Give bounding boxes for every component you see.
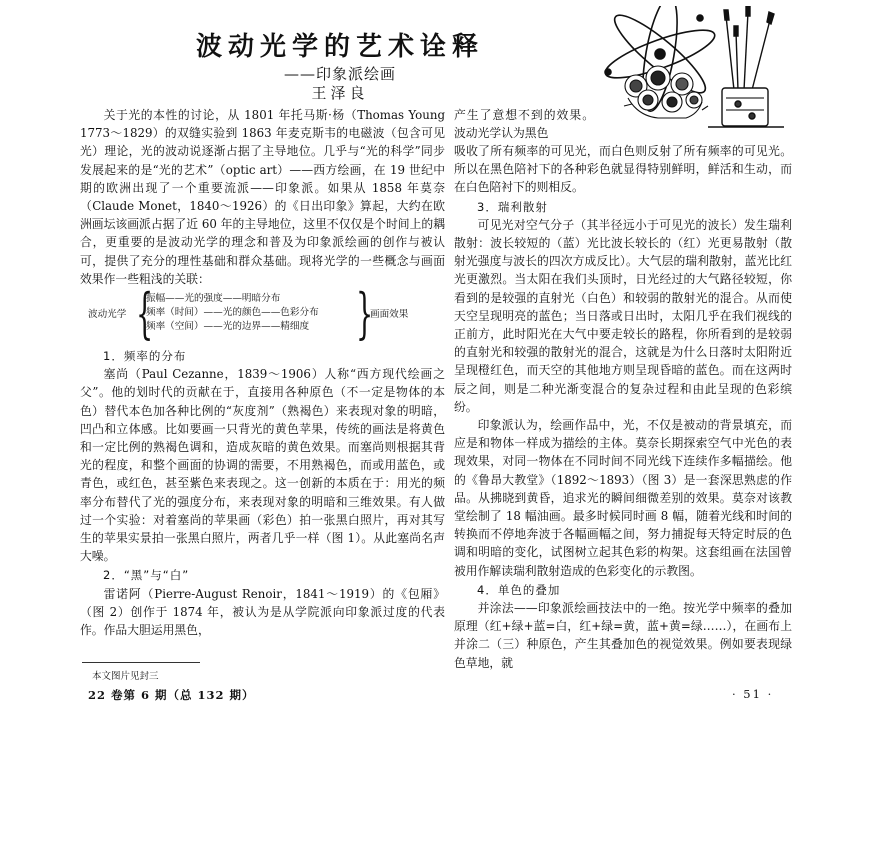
article-author: 王泽良 <box>311 84 369 102</box>
right-column <box>454 142 792 672</box>
continued-text: 产生了意想不到的效果。波动光学认为黑色 <box>454 108 594 141</box>
section3-paragraph: 可见光对空气分子（其半径远小于可见光的波长）发生瑞利散射：波长较短的（蓝）光比波长较长的（红）光更易散射（散射光强度与波长的四次方成反比）。大气层的瑞利散射，蓝光比红光更激烈。当太阳在我们头顶时，日光经过的大气路径较短，你看到的是较强的直射光（白色）和较弱的散射光的混合。从而使天空呈现明亮的蓝色；当日落或日出时，太阳几乎在我们视线的正前方，此时阳光在大气中要走较长的路程，你所看到的是较弱的直射光和较强的散射光的混合，这就是为什么日落时太阳附近呈现橙红色，而天空的其他地方则呈现昏暗的蓝色。而在这两时辰之间，则是二种光渐变混合的复杂过程和由此呈现的色彩缤纷。 <box>454 217 792 414</box>
right-column-top <box>454 106 594 142</box>
scheme-rows <box>146 292 319 334</box>
concept-scheme <box>80 282 445 346</box>
section3-paragraph: 印象派认为，绘画作品中，光，不仅是被动的背景填充，而应是和物体一样成为描绘的主体。莫奈长期探索空气中光色的表现效果，对同一物体在不同时间不同光线下连续作多幅描绘。他的《鲁昂大教堂》（1892～1893）（图 3）是一套深思熟虑的作品。从拂晓到黄昏，追求光的瞬间细微差别的效果。莫奈对该教堂绘制了 18 幅油画。最多时候同时画 8 幅，随着光线和时间的转换而不停地奔波于各幅画幅之间，努力捕捉每天特定时辰的色调和明暗的变化，试图树立起其色彩的构架。这套组画在法国曾被用作解读瑞利散射造成的色彩变化的示教图。 <box>454 418 792 578</box>
section2-paragraph: 雷诺阿（Pierre-August Renoir，1841～1919）的《包厢》（图 2）创作于 1874 年，被认为是从学院派向印象派过度的代表作。作品大胆运用黑色， <box>80 586 445 638</box>
scheme-lead-label: 波动光学 <box>88 309 127 321</box>
right-brace-icon: } <box>356 282 374 346</box>
section1-paragraph: 塞尚（Paul Cezanne，1839～1906）人称“西方现代绘画之父”。他的划时代的贡献在于，直接用各种原色（不一定是物体的本色）替代本色加各种比例的“灰度剂”（熟褐色）来表现对象的明暗，凹凸和立体感。比如要画一只背光的黄色苹果，传统的画法是将黄色和一定比例的熟褐色调和，造成灰暗的黄色效果。而塞尚则根据其背光的程度，和整个画面的协调的需要，不用熟褐色，而或用蓝色，或青色，或红色，甚至紫色来表现之。这一创新的本质在于：用光的频率分布替代了光的强度分布，来表现对象的明暗和三维效果。有人做过一个实验：对着塞尚的苹果画（彩色）拍一张黑白照片，再对其写生的苹果实景拍一张黑白照片，两者几乎一样（图 1）。从此塞尚名声大噪。 <box>80 367 445 564</box>
article-subtitle: ——印象派绘画 <box>283 65 396 83</box>
issue-info: 22 卷第 6 期（总 132 期） <box>88 688 255 702</box>
left-brace-icon: { <box>136 282 154 346</box>
scheme-row: 频率（时间）——光的颜色——色彩分布 <box>146 307 319 319</box>
scheme-tail-label: 画面效果 <box>370 309 409 321</box>
article-title: 波动光学的艺术诠释 <box>195 32 484 62</box>
header-illustration <box>598 6 788 132</box>
scheme-row: 振幅——光的强度——明暗分布 <box>146 293 281 305</box>
section4-paragraph: 并涂法——印象派绘画技法中的一绝。按光学中频率的叠加原理（红+绿+蓝=白，红+绿=黄，蓝+黄=绿……），在画布上并涂二（三）种原色，产生其叠加色的视觉效果。例如要表现绿色草地，就 <box>454 601 792 670</box>
paint-brushes-icon <box>724 6 774 90</box>
scheme-row: 频率（空间）——光的边界——精细度 <box>146 321 310 333</box>
section-heading-4: 4．单色的叠加 <box>477 582 561 597</box>
section-heading-3: 3．瑞利散射 <box>477 199 548 214</box>
footnote-divider <box>82 662 200 663</box>
section-heading-2: 2．“黑”与“白” <box>103 568 190 583</box>
vase-icon <box>708 88 784 127</box>
section-heading-1: 1．频率的分布 <box>103 349 187 364</box>
page-number: · 51 · <box>732 687 774 701</box>
continued-paragraph: 吸收了所有频率的可见光，而白色则反射了所有频率的可见光。所以在黑色陪衬下的各种彩色就显得特别鲜明，鲜活和生动，而在白色陪衬下的则相反。 <box>454 144 792 195</box>
left-column <box>80 106 445 639</box>
flower-bouquet-icon <box>624 66 708 118</box>
footnote: 本文图片见封三 <box>92 671 159 682</box>
intro-paragraph: 关于光的本性的讨论，从 1801 年托马斯·杨（Thomas Young 1773～1829）的双缝实验到 1863 年麦克斯韦的电磁波（包含可见光）理论，光的波动说逐渐占据了主导地位。几乎与“光的科学”同步发展起来的是“光的艺术”（optic art）——西方绘画，在 19 世纪中期的欧洲出现了一个重要流派——印象派。如果从 1858 年莫奈（Claude Monet，1840～1926）的《日出印象》算起，大约在欧洲画坛该画派占据了近 60 年的主导地位，这里不仅仅是个时间上的耦合，更重要的是波动光学的理念和普及为印象派绘画的创作与被认可，提供了充分的理性基础和群众基础。现将光学的一些概念与画面效果作一些粗浅的关联： <box>80 108 445 286</box>
